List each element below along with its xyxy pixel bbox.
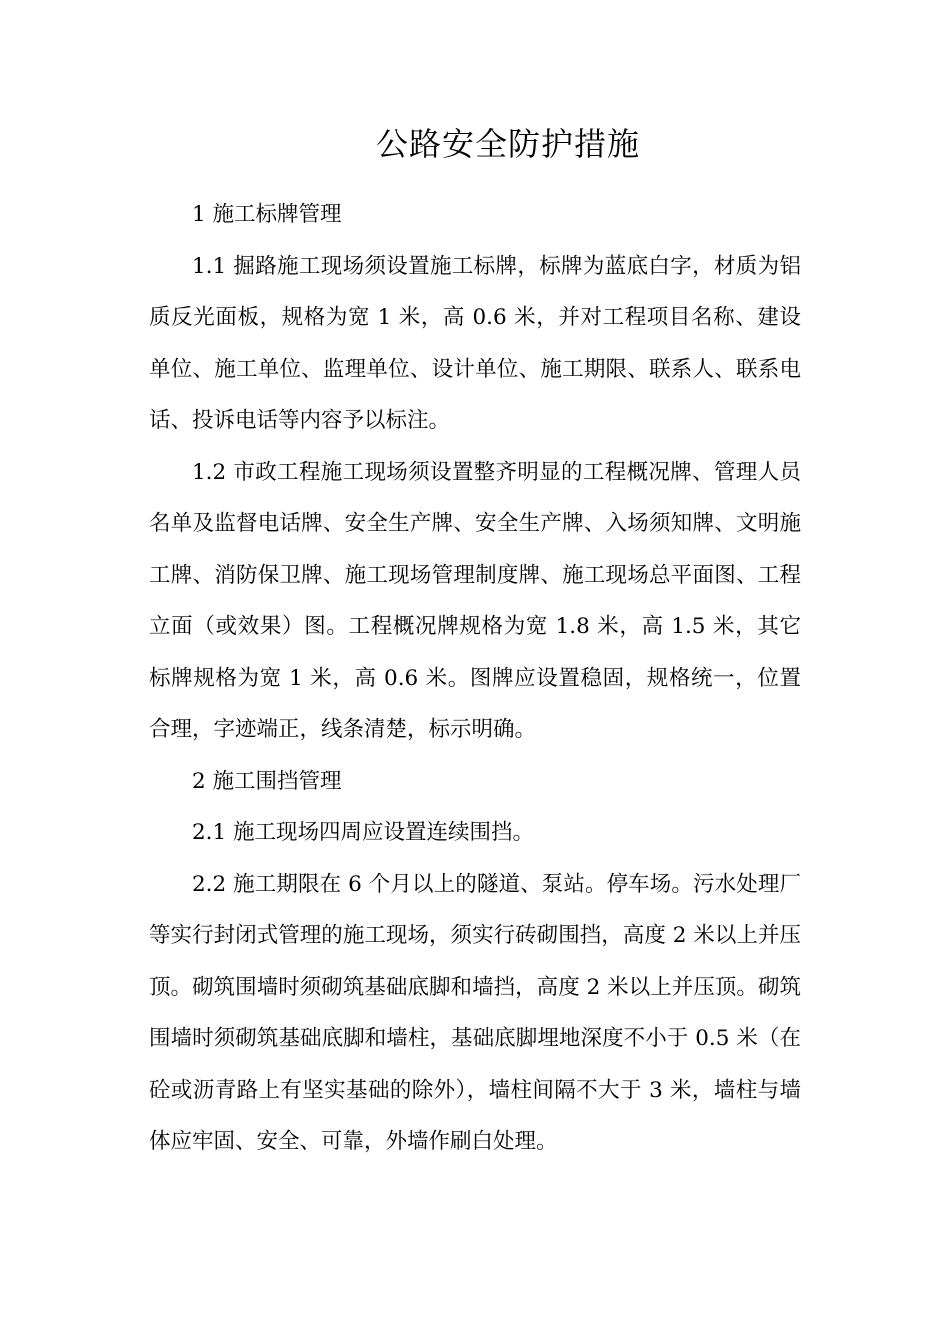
section-heading-1: 1 施工标牌管理 bbox=[192, 202, 342, 227]
paragraph-1-1: 1.1 掘路施工现场须设置施工标牌，标牌为蓝底白字，材质为铝质反光面板，规格为宽 1 米，高 0.6 米，并对工程项目名称、建设单位、施工单位、监理单位、设计单位、施工期限、联系人、联系电话、投诉电话等内容予以标注。 bbox=[149, 253, 801, 433]
paragraph-2-2: 2.2 施工期限在 6 个月以上的隧道、泵站。停车场。污水处理厂等实行封闭式管理的施工现场，须实行砖砌围挡，高度 2 米以上并压顶。砌筑围墙时须砌筑基础底脚和墙挡，高度 2 米以上并压顶。砌筑围墙时须砌筑基础底脚和墙柱，基础底脚埋地深度不小于 0.5 米（在砼或沥青路上有坚实基础的除外），墙柱间隔不大于 3 米，墙柱与墙体应牢固、安全、可靠，外墙作刷白处理。 bbox=[149, 871, 801, 1154]
section-heading-2: 2 施工围挡管理 bbox=[192, 768, 342, 794]
document-title: 公路安全防护措施 bbox=[375, 125, 640, 163]
paragraph-1-2: 1.2 市政工程施工现场须设置整齐明显的工程概况牌、管理人员名单及监督电话牌、安全生产牌、安全生产牌、入场须知牌、文明施工牌、消防保卫牌、施工现场管理制度牌、施工现场总平面图、工程立面（或效果）图。工程概况牌规格为宽 1.8 米，高 1.5 米，其它标牌规格为宽 1 米，高 0.6 米。图牌应设置稳固，规格统一，位置合理，字迹端正，线条清楚，标示明确。 bbox=[149, 459, 801, 742]
paragraph-2-1: 2.1 施工现场四周应设置连续围挡。 bbox=[192, 820, 535, 845]
document-body bbox=[149, 189, 801, 1168]
